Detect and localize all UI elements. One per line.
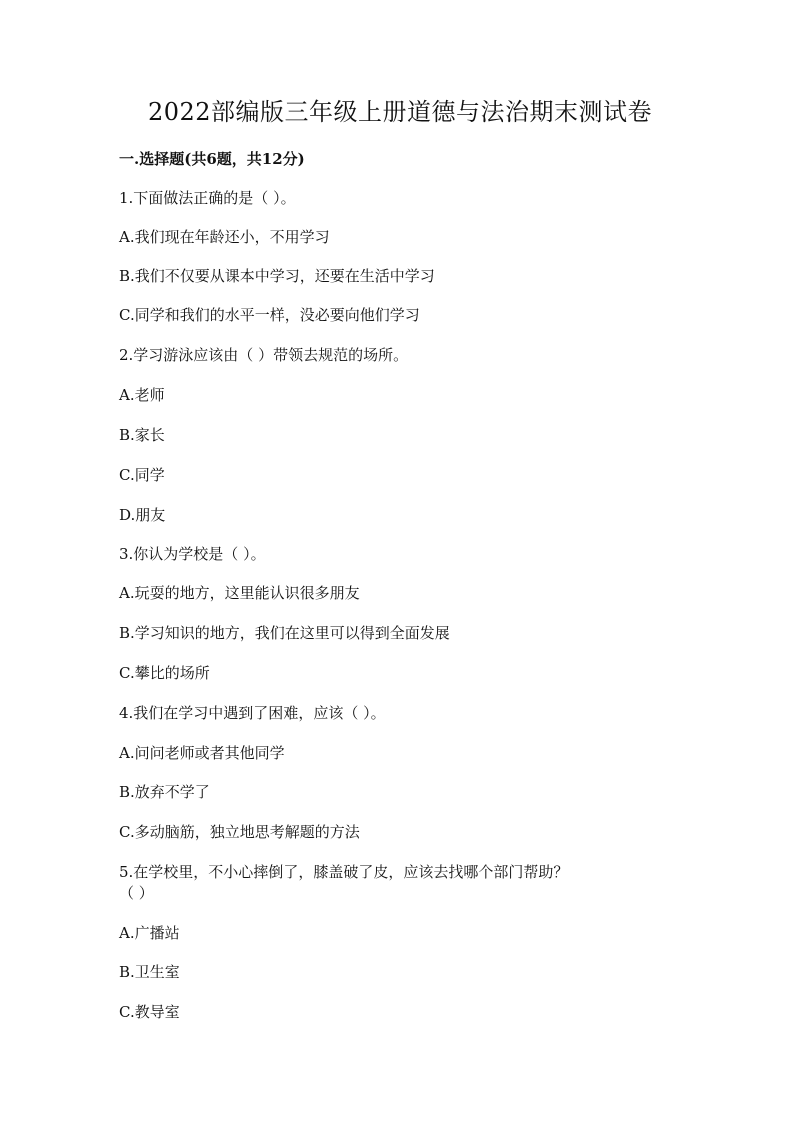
q4-option-a: A.问问老师或者其他同学 [119, 744, 285, 762]
q4-option-c: C.多动脑筋，独立地思考解题的方法 [119, 823, 360, 841]
question-5-blank: （ ） [119, 884, 154, 902]
q1-option-a: A.我们现在年龄还小，不用学习 [119, 228, 330, 246]
question-3: 3.你认为学校是（ ）。 [119, 545, 266, 563]
q4-option-b: B.放弃不学了 [119, 783, 210, 801]
q3-option-c: C.攀比的场所 [119, 664, 210, 682]
q2-option-d: D.朋友 [119, 506, 166, 524]
q1-option-c: C.同学和我们的水平一样，没必要向他们学习 [119, 306, 420, 324]
question-4: 4.我们在学习中遇到了困难，应该（ ）。 [119, 704, 386, 722]
q5-option-a: A.广播站 [119, 924, 180, 942]
exam-title: 2022部编版三年级上册道德与法治期末测试卷 [147, 98, 653, 126]
q2-option-a: A.老师 [119, 386, 165, 404]
q3-option-b: B.学习知识的地方，我们在这里可以得到全面发展 [119, 624, 450, 642]
q1-option-b: B.我们不仅要从课本中学习，还要在生活中学习 [119, 267, 435, 285]
q5-option-b: B.卫生室 [119, 963, 180, 981]
q2-option-b: B.家长 [119, 426, 165, 444]
question-2: 2.学习游泳应该由（ ）带领去规范的场所。 [119, 346, 409, 364]
section-heading: 一.选择题(共6题，共12分) [119, 150, 305, 168]
question-1: 1.下面做法正确的是（ ）。 [119, 189, 296, 207]
q5-option-c: C.教导室 [119, 1003, 180, 1021]
q2-option-c: C.同学 [119, 466, 165, 484]
q3-option-a: A.玩耍的地方，这里能认识很多朋友 [119, 584, 360, 602]
question-5: 5.在学校里，不小心摔倒了，膝盖破了皮，应该去找哪个部门帮助？ [119, 863, 569, 881]
